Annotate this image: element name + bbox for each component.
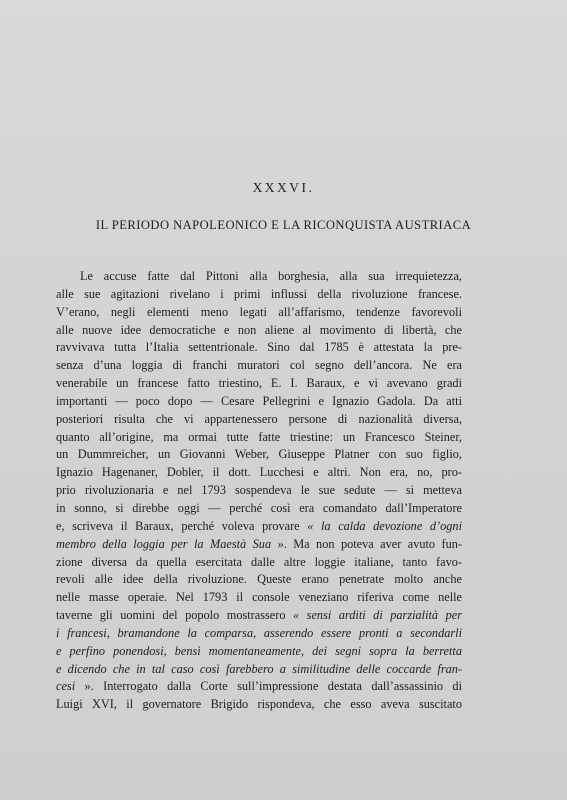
text-line: quanto all’origine, ma ormai tutte fatte triestine: un Francesco Steiner, — [56, 429, 462, 444]
text-line: venerabile un francese fatto triestino, E. I. Baraux, e vi avevano gradi — [56, 376, 462, 391]
text-line: nelle masse operaie. Nel 1793 il console veneziano riferiva come nelle — [56, 590, 462, 605]
text-line: in sonno, si direbbe oggi — perché così era comandato dall’Imperatore — [56, 500, 462, 515]
text-line: prio rivoluzionaria e nel 1793 sospendeva le sue sedute — si metteva — [56, 483, 462, 498]
text-line — [56, 678, 462, 696]
text-line: Ignazio Hagenaner, Dobler, il dott. Lucchesi e altri. Non era, no, pro- — [56, 465, 462, 480]
text-segment: e, scriveva il Baraux, perché voleva provare — [56, 518, 300, 533]
text-segment: ». Interrogato dalla Corte sull’impressione destata dall’assassinio di — [84, 679, 462, 694]
text-line: ravvivava tutta l’Italia settentrionale. Sino dal 1785 è attestata la pre- — [56, 340, 462, 355]
text-line: senza d’una loggia di franchi muratori col segno dell’ancora. Ne era — [56, 358, 462, 373]
text-line: V’erano, negli elementi meno legati all’affarismo, tendenze favorevoli — [56, 304, 462, 319]
italic-quote: e perfino ponendosi, bensì momentaneamente, dei segni sopra la berretta — [56, 643, 462, 658]
italic-quote: « la calda devozione d’ogni — [307, 518, 462, 533]
text-line — [56, 661, 462, 679]
text-line — [56, 536, 462, 554]
text-line: alle nuove idee democratiche e non aliene al movimento di libertà, che — [56, 322, 462, 337]
italic-quote: e dicendo che in tal caso così farebbero a similitudine delle coccarde fran- — [56, 661, 462, 676]
chapter-number: XXXVI. — [252, 180, 315, 195]
italic-quote: i francesi, bramandone la comparsa, asserendo essere pronti a secondarli — [56, 625, 462, 640]
text-line: un Dummreicher, un Giovanni Weber, Giuseppe Platner con suo figlio, — [56, 447, 462, 462]
text-line — [56, 607, 462, 625]
italic-quote: membro della loggia per la Maestà Sua — [56, 536, 272, 551]
text-line: Le accuse fatte dal Pittoni alla borghesia, alla sua irrequietezza, — [80, 269, 462, 283]
text-line: revoli alle idee della rivoluzione. Queste erano penetrate molto anche — [56, 572, 462, 587]
text-segment: ». Ma non poteva aver avuto fun- — [277, 536, 463, 551]
text-segment: taverne gli uomini del popolo mostrassero — [56, 608, 286, 623]
text-line: zione diversa da quella esercitata dalle altre loggie italiane, tanto favo- — [56, 554, 462, 569]
text-line — [56, 643, 462, 661]
text-line — [56, 625, 462, 643]
text-line: importanti — poco dopo — Cesare Pellegrini e Ignazio Gadola. Da atti — [56, 393, 462, 408]
text-line: Luigi XVI, il governatore Brigido rispondeva, che esso aveva suscitato — [56, 697, 462, 712]
italic-quote: « sensi arditi di parzialità per — [293, 608, 462, 623]
body-paragraph — [56, 268, 462, 714]
chapter-title: IL PERIODO NAPOLEONICO E LA RICONQUISTA AUSTRIACA — [95, 218, 472, 232]
italic-quote: cesi — [56, 679, 76, 694]
text-line: posteriori risulta che vi appartenessero persone di nazionalità diversa, — [56, 411, 462, 426]
text-line: alle sue agitazioni rivelano i primi influssi della rivoluzione francese. — [56, 286, 462, 301]
text-line — [56, 518, 462, 536]
